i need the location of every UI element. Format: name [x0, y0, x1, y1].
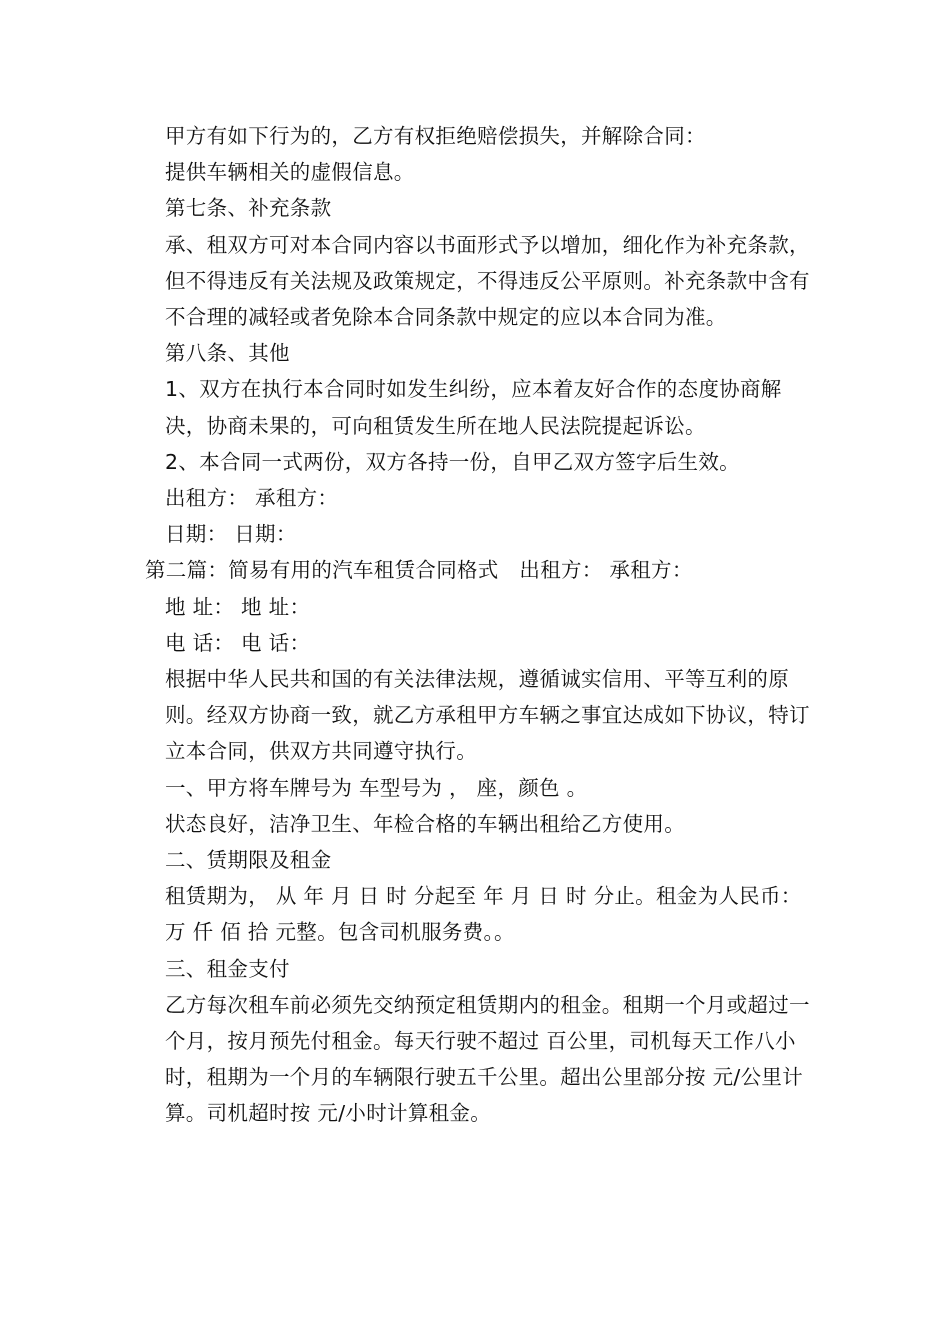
paragraph: 乙方每次租车前必须先交纳预定租赁期内的租金。租期一个月或超过一个月，按月预先付租金。每天行驶不超过 百公里，司机每天工作八小时，租期为一个月的车辆限行驶五千公里。超出公里部分按 元/公里计算。司机超时按 元/小时计算租金。 — [165, 992, 810, 1126]
paragraph: 1、双方在执行本合同时如发生纠纷，应本着友好合作的态度协商解决，协商未果的，可向租赁发生所在地人民法院提起诉讼。 — [165, 377, 782, 438]
signature-line: 出租方： 承租方： — [165, 486, 339, 511]
paragraph: 2、本合同一式两份，双方各持一份，自甲乙双方签字后生效。 — [165, 449, 740, 474]
date-line: 日期： 日期： — [165, 522, 297, 547]
section-heading: 第八条、其他 — [165, 341, 290, 366]
paragraph: 状态良好，洁净卫生、年检合格的车辆出租给乙方使用。 — [165, 811, 685, 836]
paragraph: 甲方有如下行为的，乙方有权拒绝赔偿损失，并解除合同： — [165, 124, 706, 148]
address-line: 地 址： 地 址： — [165, 594, 311, 619]
clause: 一、甲方将车牌号为 车型号为 ， 座，颜色 。 — [165, 775, 588, 800]
paragraph: 承、租双方可对本合同内容以书面形式予以增加，细化作为补充条款，但不得违反有关法规及政策规定，不得违反公平原则。补充条款中含有不合理的减轻或者免除本合同条款中规定的应以本合同为准。 — [165, 232, 810, 330]
document-body — [145, 118, 820, 1132]
paragraph: 根据中华人民共和国的有关法律法规，遵循诚实信用、平等互利的原则。经双方协商一致，就乙方承租甲方车辆之事宜达成如下协议，特订立本合同，供双方共同遵守执行。 — [165, 667, 810, 764]
section-heading: 第七条、补充条款 — [165, 196, 332, 221]
paragraph: 租赁期为， 从 年 月 日 时 分起至 年 月 日 时 分止。租金为人民币： 万 仟 佰 拾 元整。包含司机服务费。。 — [165, 884, 802, 945]
section-heading: 三、租金支付 — [165, 956, 290, 981]
phone-line: 电 话： 电 话： — [165, 630, 311, 655]
paragraph: 提供车辆相关的虚假信息。 — [165, 160, 415, 185]
chapter-title: 第二篇：简易有用的汽车租赁合同格式 出租方： 承租方： — [145, 558, 693, 583]
section-heading: 二、赁期限及租金 — [165, 848, 332, 873]
